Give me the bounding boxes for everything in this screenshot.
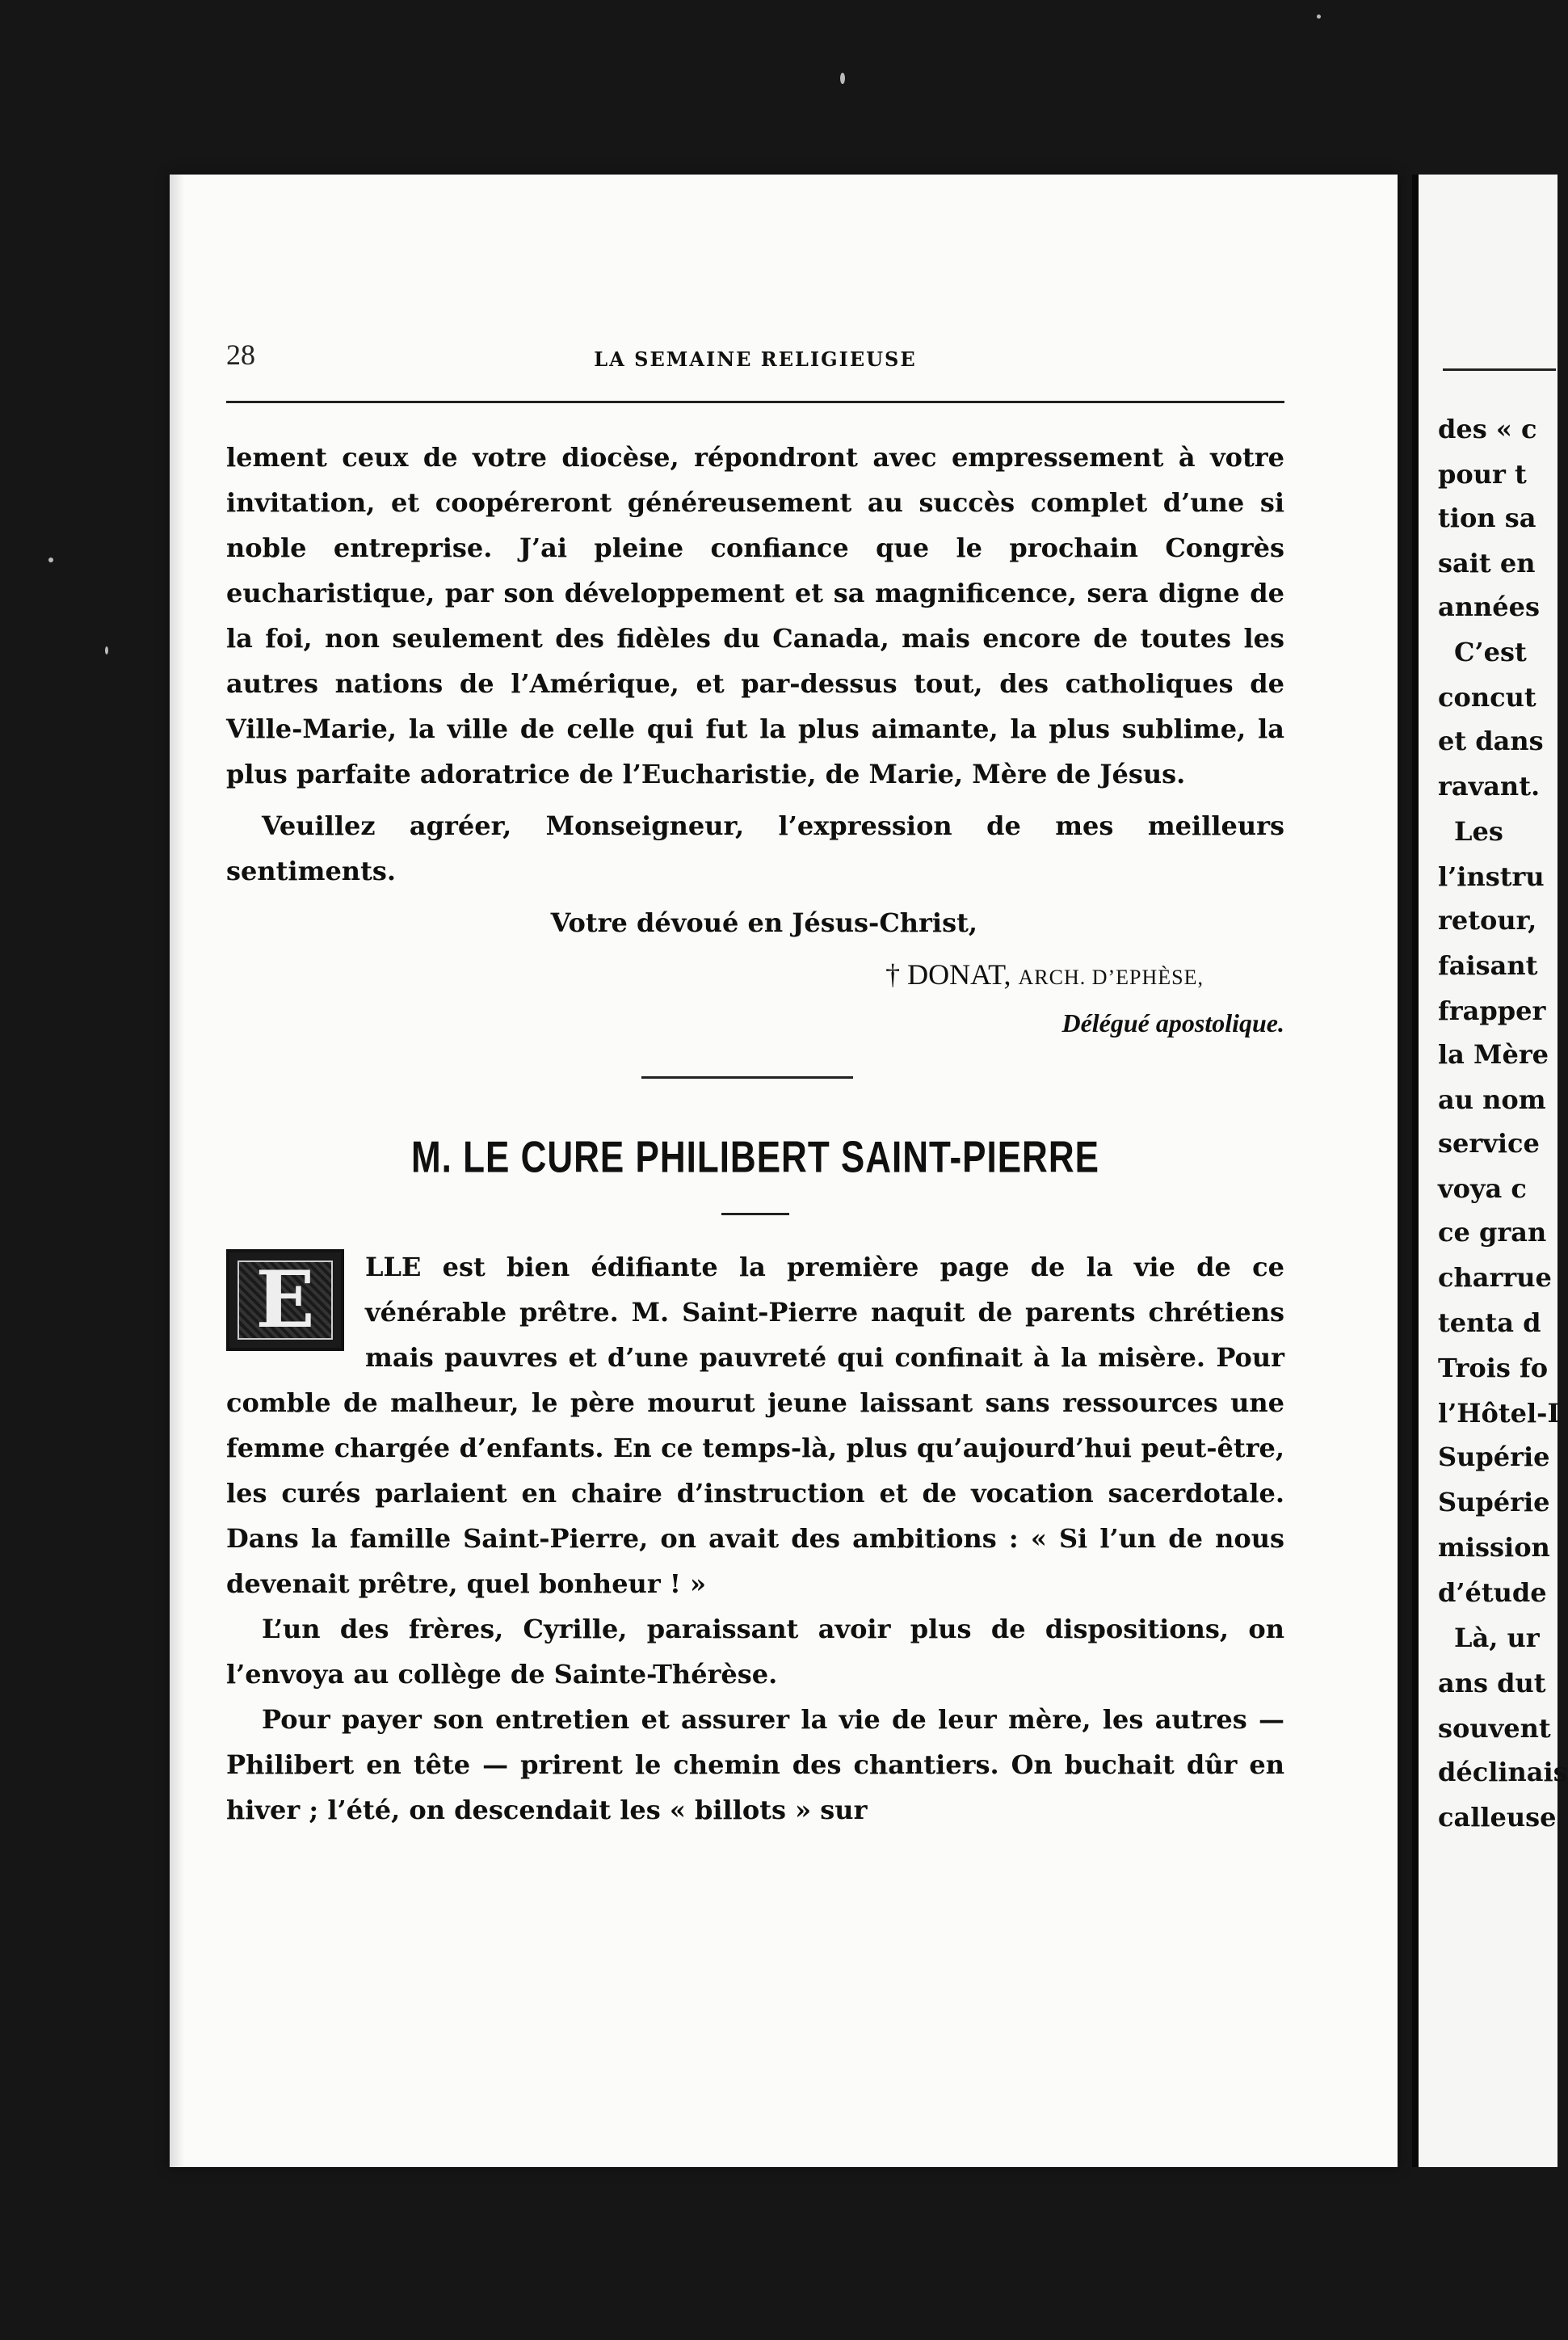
facing-page-line: années: [1438, 591, 1540, 622]
dust-speck: [840, 73, 845, 84]
dropcap-letter: E: [255, 1254, 315, 1345]
facing-page-line: Là, ur: [1454, 1622, 1540, 1653]
header-rule: [226, 401, 1284, 403]
facing-page-line: mission: [1438, 1532, 1550, 1563]
facing-page-line: l’instru: [1438, 861, 1545, 892]
facing-page-line: des « c: [1438, 414, 1537, 444]
facing-page-line: frapper: [1438, 995, 1546, 1026]
letter-paragraph-2: Veuillez agréer, Monseigneur, l’expression de mes meilleurs sentiments.: [226, 810, 1284, 886]
facing-page-line: et dans: [1438, 726, 1544, 756]
facing-page-line: service: [1438, 1128, 1540, 1159]
facing-page-line: Supérie: [1438, 1441, 1550, 1472]
facing-page-line: calleuse: [1438, 1802, 1557, 1833]
article-title: M. LE CURE PHILIBERT SAINT-PIERRE: [411, 1132, 1099, 1182]
facing-page-line: au nom: [1438, 1084, 1546, 1115]
dropcap-frame: [238, 1254, 333, 1345]
dust-speck: [105, 646, 108, 654]
facing-page-line: d’étude: [1438, 1577, 1547, 1608]
letter-closing: Votre dévoué en Jésus-Christ,: [550, 907, 977, 938]
facing-page-line: C’est: [1454, 637, 1527, 667]
signature-title: ARCH. D’EPHÈSE,: [1018, 966, 1204, 989]
facing-page-line: sait en: [1438, 548, 1536, 579]
article-paragraph-2: L’un des frères, Cyrille, paraissant avoir plus de dispositions, on l’envoya au collège de Sainte-Thérèse.: [226, 1614, 1284, 1690]
signature-role: Délégué apostolique.: [1061, 1008, 1284, 1037]
dropcap-ornament: [226, 1249, 344, 1351]
facing-page-line: la Mère: [1438, 1039, 1549, 1070]
facing-page-line: tenta d: [1438, 1307, 1541, 1338]
facing-page-line: concut: [1438, 682, 1536, 713]
title-divider: [721, 1213, 789, 1215]
facing-page-line: déclinais: [1438, 1757, 1568, 1787]
facing-page-line: ce gran: [1438, 1217, 1547, 1248]
facing-page-line: souvent: [1438, 1713, 1551, 1744]
running-title: LA SEMAINE RELIGIEUSE: [594, 347, 917, 371]
facing-page-line: tion sa: [1438, 503, 1536, 533]
facing-page-line: ans dut: [1438, 1668, 1546, 1698]
facing-page-line: ravant.: [1438, 771, 1541, 802]
page-edge-shadow: [170, 175, 184, 2167]
letter-paragraph-1: lement ceux de votre diocèse, répondront avec empressement à votre invitation, et coopéreront généreusement au succès complet d’une si noble entreprise. J’ai pleine confiance que le prochain Congrès eucharistique, par son développement et sa magnificence, sera digne de la foi, non seulement des fidèles du Canada, mais encore de toutes les autres nations de l’Amérique, et par-dessus tout, des catholiques de Ville-Marie, la ville de celle qui fut la plus aimante, la plus sublime, la plus parfaite adoratrice de l’Eucharistie, de Marie, Mère de Jésus.: [226, 442, 1284, 789]
article-paragraph-3: Pour payer son entretien et assurer la vie de leur mère, les autres — Philibert en tête — prirent le chemin des chantiers. On buchait dûr en hiver ; l’été, on descendait les « billots » sur: [226, 1704, 1284, 1825]
signature-line: [226, 952, 1284, 1000]
facing-page-line: pour t: [1438, 459, 1527, 490]
facing-page-line: Les: [1454, 816, 1503, 847]
facing-page-line: Trois fo: [1438, 1353, 1549, 1383]
facing-page-line: Supérie: [1438, 1487, 1550, 1517]
facing-page-line: l’Hôtel-I: [1438, 1398, 1560, 1429]
signature-name: † DONAT,: [885, 958, 1011, 991]
dust-speck: [48, 558, 53, 562]
facing-page-header-rule: [1443, 368, 1556, 371]
article-paragraph-1-text: LLE est bien édifiante la première page de la vie de ce vénérable prêtre. M. Saint-Pierre naquit de parents chrétiens mais pauvres et d’une pauvreté qui confinait à la misère. Pour comble de malheur, le père mourut jeune laissant sans ressources une femme chargée d’enfants. En ce temps-là, plus qu’aujourd’hui peut-être, les curés parlaient en chaire d’instruction et de vocation sacerdotale. Dans la famille Saint-Pierre, on avait des ambitions : « Si l’un de nous devenait prêtre, quel bonheur ! »: [226, 1252, 1284, 1599]
page-header: [226, 338, 1284, 394]
section-divider: [641, 1076, 853, 1079]
facing-page-line: faisant: [1438, 950, 1538, 981]
facing-page-fragment: [1412, 175, 1568, 2167]
facing-page-line: voya c: [1438, 1173, 1527, 1204]
facing-page-line: charrue: [1438, 1262, 1552, 1293]
page-body: [226, 435, 1284, 1833]
facing-page-line: retour,: [1438, 905, 1537, 936]
article-paragraph-1: [226, 1244, 1284, 1606]
page-number: 28: [226, 339, 255, 371]
dust-speck: [1317, 15, 1321, 19]
